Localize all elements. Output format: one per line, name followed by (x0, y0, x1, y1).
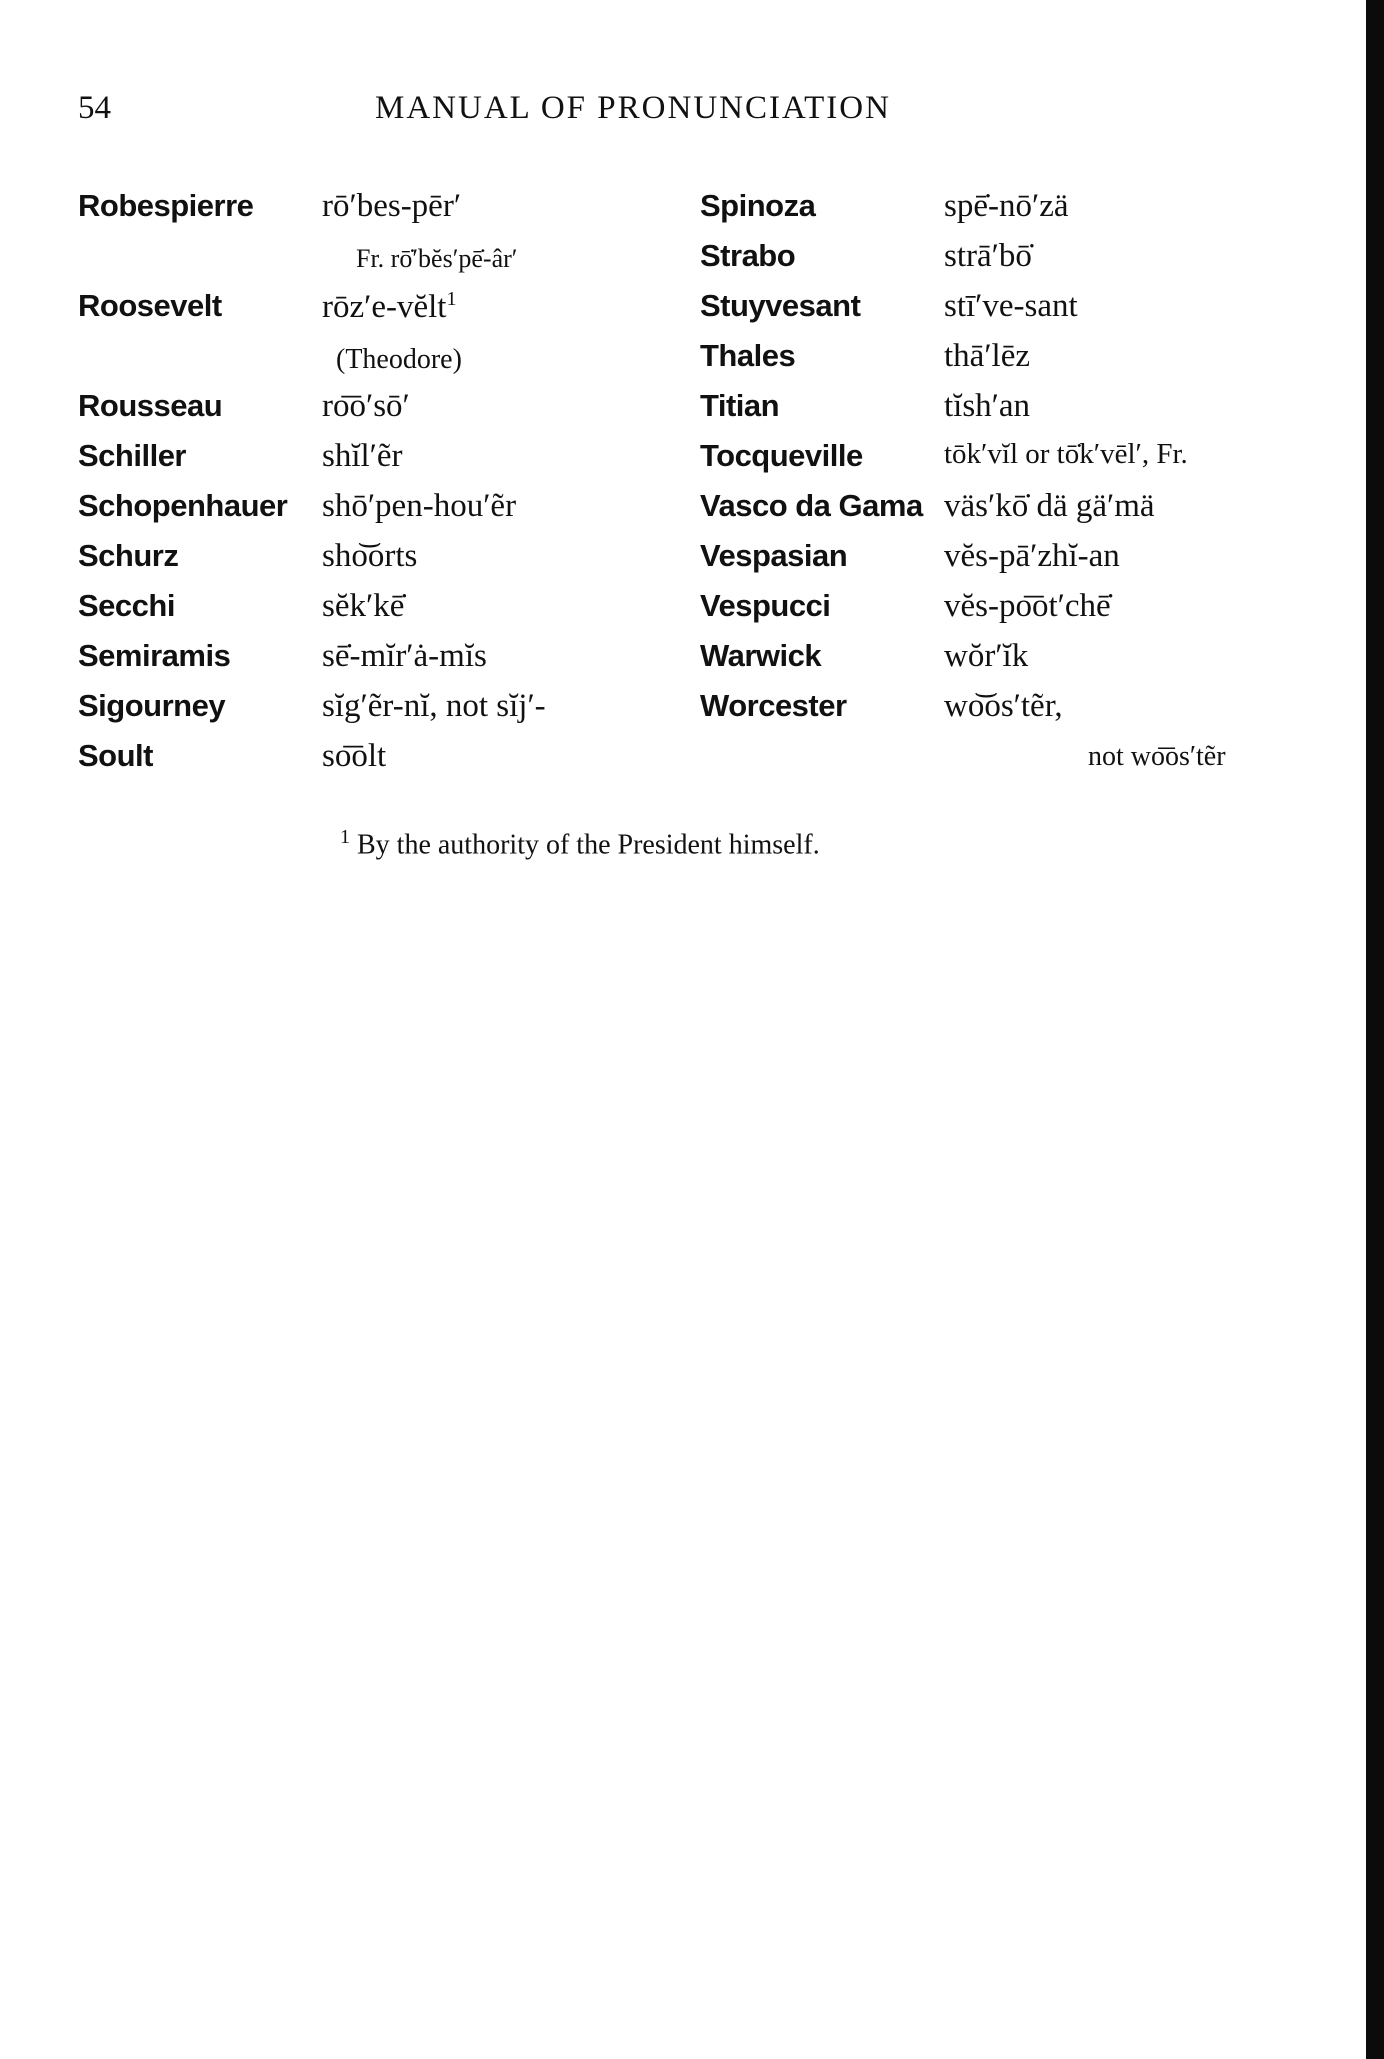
running-title: MANUAL OF PRONUNCIATION (375, 90, 891, 126)
entry-row (78, 188, 678, 238)
entry-note: (Theodore) (336, 344, 462, 375)
entry-term: Spinoza (700, 188, 816, 223)
entry-row (700, 588, 1300, 638)
left-column (78, 188, 678, 788)
entry-continuation (78, 338, 678, 388)
entry-row (700, 238, 1300, 288)
entry-pronunciation: vĕs-pā′zhĭ-an (944, 538, 1120, 574)
entry-row (700, 188, 1300, 238)
entry-term: Vespucci (700, 588, 831, 623)
entry-pronunciation: sĕk′kē̇ (322, 588, 405, 624)
entry-row (78, 588, 678, 638)
entry-row (700, 538, 1300, 588)
entry-term: Vespasian (700, 538, 848, 573)
entry-term: Titian (700, 388, 780, 423)
entry-pronunciation: rō′bes-pēr′ (322, 188, 462, 224)
entry-pronunciation-alt: Fr. rō̇′bĕs′pē̇-âr′ (356, 244, 518, 273)
entry-term: Secchi (78, 588, 175, 623)
entry-row (78, 688, 678, 738)
footnote-text: By the authority of the President himself. (357, 829, 820, 861)
entry-term: Strabo (700, 238, 796, 273)
footnote (340, 826, 820, 861)
entry-pronunciation: thā′lēz (944, 338, 1030, 374)
entry-pronunciation-alt: not wo͞os′tẽr (1088, 741, 1226, 772)
entry-row (78, 288, 678, 338)
entry-pronunciation: wŏr′ĭk (944, 638, 1029, 674)
entry-row (700, 288, 1300, 338)
entry-row (78, 638, 678, 688)
entry-pronunciation: wo͝os′tẽr, (944, 688, 1063, 724)
entry-pronunciation-wrapper (322, 288, 456, 326)
entry-term: Roosevelt (78, 288, 222, 323)
entry-pronunciation: sho͝orts (322, 538, 418, 574)
entry-row (700, 388, 1300, 438)
entry-term: Vasco da Gama (700, 488, 923, 523)
entry-row (78, 738, 678, 788)
entry-pronunciation: strā′bō̇ (944, 238, 1032, 274)
entry-term: Warwick (700, 638, 822, 673)
footnote-reference: 1 (446, 288, 457, 310)
entry-term: Sigourney (78, 688, 226, 723)
entry-pronunciation: so͞olt (322, 738, 387, 774)
entry-pronunciation: shō′pen-hou′ẽr (322, 488, 517, 524)
entry-term: Schiller (78, 438, 186, 473)
entry-term: Semiramis (78, 638, 231, 673)
page-number: 54 (78, 90, 111, 126)
entry-term: Thales (700, 338, 796, 373)
entry-row (700, 638, 1300, 688)
entry-term: Robespierre (78, 188, 254, 223)
entry-row (700, 488, 1300, 538)
entry-pronunciation: sē̇-mĭr′ȧ-mĭs (322, 638, 487, 674)
entry-continuation (78, 238, 678, 288)
footnote-mark: 1 (340, 826, 350, 848)
entry-row (700, 688, 1300, 738)
entry-term: Soult (78, 738, 153, 773)
entry-term: Schopenhauer (78, 488, 288, 523)
page-header (78, 90, 1018, 140)
entry-row (78, 538, 678, 588)
entry-row (78, 438, 678, 488)
entry-pronunciation: vĕs-po͞ot′chē̇ (944, 588, 1111, 624)
page-edge-shadow (1366, 0, 1384, 2059)
entry-term: Tocqueville (700, 438, 863, 473)
entry-pronunciation: shĭl′ẽr (322, 438, 403, 474)
entry-term: Schurz (78, 538, 179, 573)
entry-term: Stuyvesant (700, 288, 861, 323)
entry-pronunciation: sĭg′ẽr-nĭ, not sĭj′- (322, 688, 546, 724)
entry-row (78, 388, 678, 438)
entry-row (78, 488, 678, 538)
entry-pronunciation: tĭsh′an (944, 388, 1031, 424)
entry-term: Worcester (700, 688, 847, 723)
entry-pronunciation: tōk′vĭl or tō̇k′vēl′, Fr. (944, 438, 1188, 470)
right-column (700, 188, 1300, 738)
entry-pronunciation: väs′kō̇ dä gä′mä (944, 488, 1155, 524)
entry-pronunciation: rōz′e-vĕlt (322, 289, 447, 325)
entry-row (700, 338, 1300, 388)
entry-row (700, 438, 1300, 488)
entry-pronunciation: spē̇-nō′zä (944, 188, 1069, 224)
entry-pronunciation: ro͞o′sō′ (322, 388, 410, 424)
entry-term: Rousseau (78, 388, 223, 423)
entry-pronunciation: stī′ve-sant (944, 288, 1078, 324)
